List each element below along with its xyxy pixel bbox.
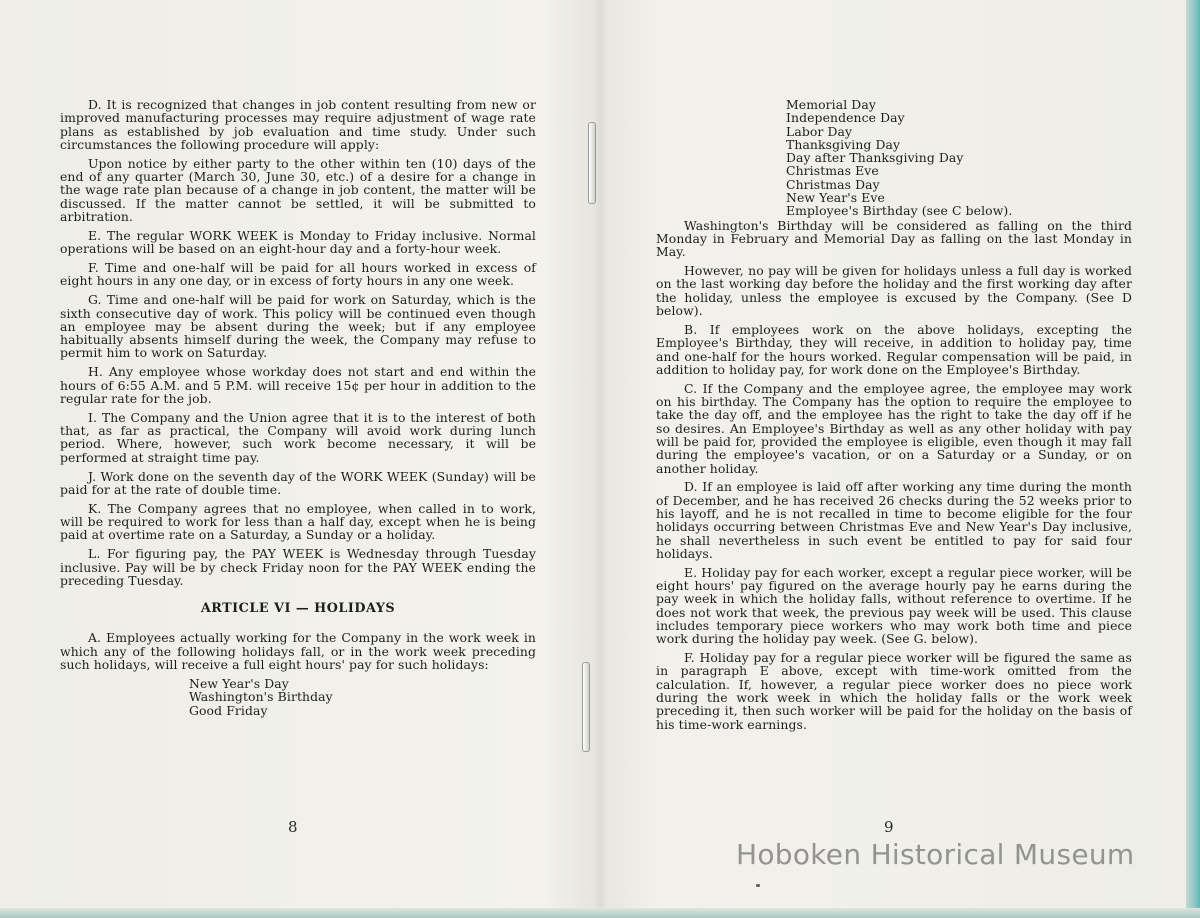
paragraph-d: D. It is recognized that changes in job content resulting from new or improved manufacturing processes may require adjustment of wage rate plans as established by job evaluation and time study. Under such circumstances the following procedure will apply: [60, 97, 536, 152]
paragraph-however: However, no pay will be given for holidays unless a full day is worked on the last working day before the holiday and the first working day after the holiday, unless the employee is excused by the Company. (See D below). [656, 263, 1132, 319]
holiday-item: Washington's Birthday [189, 689, 333, 705]
cover-edge-right [1186, 0, 1200, 918]
paragraph-washington: Washington's Birthday will be considered as falling on the third Monday in February and Memorial Day as falling on the last Monday in May. [656, 217, 1132, 260]
paragraph-notice: Upon notice by either party to the other within ten (10) days of the end of any quarter (March 30, June 30, etc.) of a desire for a change in the wage rate plan because of a change in job content, the matter will be discussed. If the matter cannot be settled, it will be submitted to arbitration. [60, 155, 536, 224]
holiday-item: Labor Day [786, 123, 853, 139]
right-page [656, 98, 1132, 737]
page-number-right: 9 [884, 818, 894, 836]
staple-top [588, 122, 596, 204]
holiday-item: Day after Thanksgiving Day [786, 150, 964, 166]
paragraph-c: C. If the Company and the employee agree, the employee may work on his birthday. The Company has the option to require the employee to take the day off, and the employee has the right to take the day off if he so desires. An Employee's Birthday as well as any other holiday with pay will be paid for, provided the employee is eligible, even though it may fall during the employee's vacation, or on a Saturday or a Sunday, or on another holiday. [656, 380, 1132, 476]
holiday-item: New Year's Day [189, 675, 289, 691]
holiday-item: New Year's Eve [786, 190, 885, 206]
paragraph-d-layoff: D. If an employee is laid off after working any time during the month of December, and he has received 26 checks during the 52 weeks prior to his layoff, and he is not recalled in time to become eligible for the four holidays occurring between Christmas Eve and New Year's Day inclusive, he shall nevertheless in such event be entitled to pay for said four holidays. [656, 479, 1132, 561]
paragraph-e: E. The regular WORK WEEK is Monday to Friday inclusive. Normal operations will be based on an eight-hour day and a forty-hour week. [60, 227, 536, 257]
holiday-item: Christmas Day [786, 176, 880, 192]
holiday-item: Employee's Birthday (see C below). [786, 203, 1013, 219]
paragraph-f: F. Time and one-half will be paid for all hours worked in excess of eight hours in any one day, or in excess of forty hours in any one week. [60, 260, 536, 289]
paragraph-e-holiday-pay: E. Holiday pay for each worker, except a regular piece worker, will be eight hours' pay figured on the average hourly pay he earns during the pay week in which the holiday falls, without reference to overtime. If he does not work that week, the previous pay week will be used. This clause includes temporary piece workers who may work both time and piece work during the holiday pay week. (See G. below). [656, 564, 1132, 647]
paragraph-g: G. Time and one-half will be paid for work on Saturday, which is the sixth consecutive day of work. This policy will be continued even though an employee may be absent during the week; but if any employee habitually absents himself during the week, the Company may refuse to permit him to work on Saturday. [60, 292, 536, 361]
holiday-item: Thanksgiving Day [786, 136, 901, 152]
staple-bottom [582, 662, 590, 752]
paragraph-a: A. Employees actually working for the Company in the work week in which any of the following holidays fall, or in the work week preceding such holidays, will receive a full eight hours' pay for such holidays: [60, 630, 536, 673]
paper-speck [756, 884, 760, 887]
paragraph-i: I. The Company and the Union agree that it is to the interest of both that, as far as practical, the Company will avoid work during lunch period. Where, however, such work become necessary, it will be performed at straight time pay. [60, 409, 536, 465]
holiday-item: Christmas Eve [786, 163, 879, 179]
article-title: ARTICLE VI — HOLIDAYS [200, 601, 396, 617]
paragraph-k: K. The Company agrees that no employee, when called in to work, will be required to work for less than a half day, except when he is being paid at overtime rate on a Saturday, a Sunday or a holiday. [60, 500, 536, 543]
paragraph-j: J. Work done on the seventh day of the WORK WEEK (Sunday) will be paid for at the rate of double time. [60, 468, 536, 497]
paragraph-h: H. Any employee whose workday does not start and end within the hours of 6:55 A.M. and 5 P.M. will receive 15¢ per hour in addition to the regular rate for the job. [60, 364, 536, 406]
holiday-item: Independence Day [786, 110, 905, 126]
left-page [60, 98, 536, 719]
holiday-item: Memorial Day [786, 97, 876, 112]
paragraph-f-piece-worker: F. Holiday pay for a regular piece worker will be figured the same as in paragraph E above, except with time-work omitted from the calculation. If, however, a regular piece worker does no piece work during the work week in which the holiday falls or the work week preceding it, then such worker will be paid for the holiday on the basis of his time-work earnings. [656, 650, 1132, 732]
holiday-list-left [189, 677, 536, 717]
cover-edge-bottom [0, 908, 1200, 918]
holiday-item: Good Friday [189, 702, 268, 718]
paragraph-l: L. For figuring pay, the PAY WEEK is Wednesday through Tuesday inclusive. Pay will be by check Friday noon for the PAY WEEK ending the preceding Tuesday. [60, 546, 536, 588]
holiday-list-right [786, 98, 1132, 218]
paragraph-b: B. If employees work on the above holidays, excepting the Employee's Birthday, they will receive, in addition to holiday pay, time and one-half for the hours worked. Regular compensation will be paid, in addition to holiday pay, for work done on the Employee's Birthday. [656, 321, 1132, 377]
watermark: Hoboken Historical Museum [736, 838, 1135, 871]
page-number-left: 8 [288, 818, 298, 836]
